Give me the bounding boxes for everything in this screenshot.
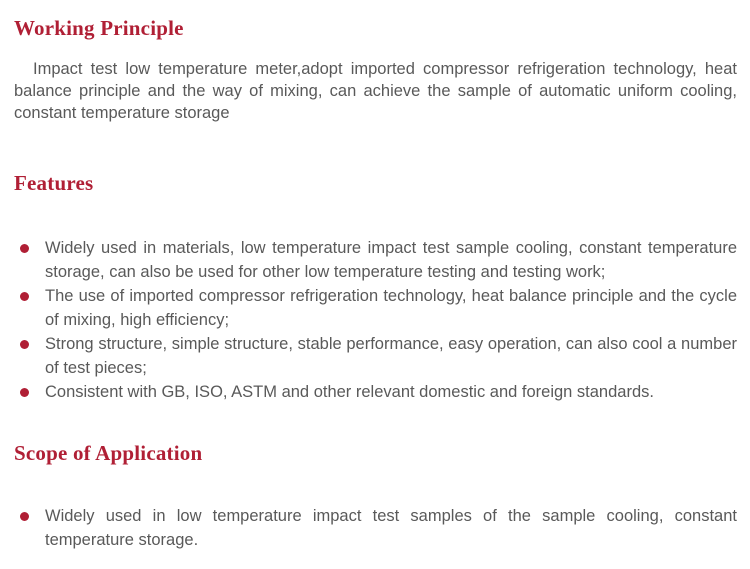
list-item-text: Consistent with GB, ISO, ASTM and other relevant domestic and foreign standards. [45, 383, 654, 401]
working-principle-paragraph: Impact test low temperature meter,adopt imported compressor refrigeration technology, heat balance principle and the way of mixing, can achieve the sample of automatic uniform cooling, constant temperature storage [14, 60, 737, 122]
bullet-icon [20, 244, 29, 253]
section-features [14, 171, 737, 404]
features-heading: Features [14, 171, 94, 195]
list-item-text: Strong structure, simple structure, stable performance, easy operation, can also cool a number of test pieces; [45, 335, 737, 377]
working-principle-heading: Working Principle [14, 16, 184, 40]
section-working-principle [14, 16, 737, 124]
list-item-text: The use of imported compressor refrigeration technology, heat balance principle and the cycle of mixing, high efficiency; [45, 287, 737, 329]
list-item-text: Widely used in low temperature impact test samples of the sample cooling, constant temperature storage. [45, 507, 737, 549]
list-item [14, 332, 737, 380]
list-item [14, 380, 737, 404]
list-item [14, 504, 737, 552]
list-item-text: Widely used in materials, low temperature impact test sample cooling, constant temperature storage, can also be used for other low temperature testing and testing work; [45, 239, 737, 281]
bullet-icon [20, 292, 29, 301]
section-scope-of-application [14, 441, 737, 552]
list-item [14, 236, 737, 284]
scope-list [14, 504, 737, 552]
list-item [14, 284, 737, 332]
bullet-icon [20, 512, 29, 521]
features-list [14, 236, 737, 404]
scope-of-application-heading: Scope of Application [14, 441, 203, 465]
bullet-icon [20, 388, 29, 397]
bullet-icon [20, 340, 29, 349]
